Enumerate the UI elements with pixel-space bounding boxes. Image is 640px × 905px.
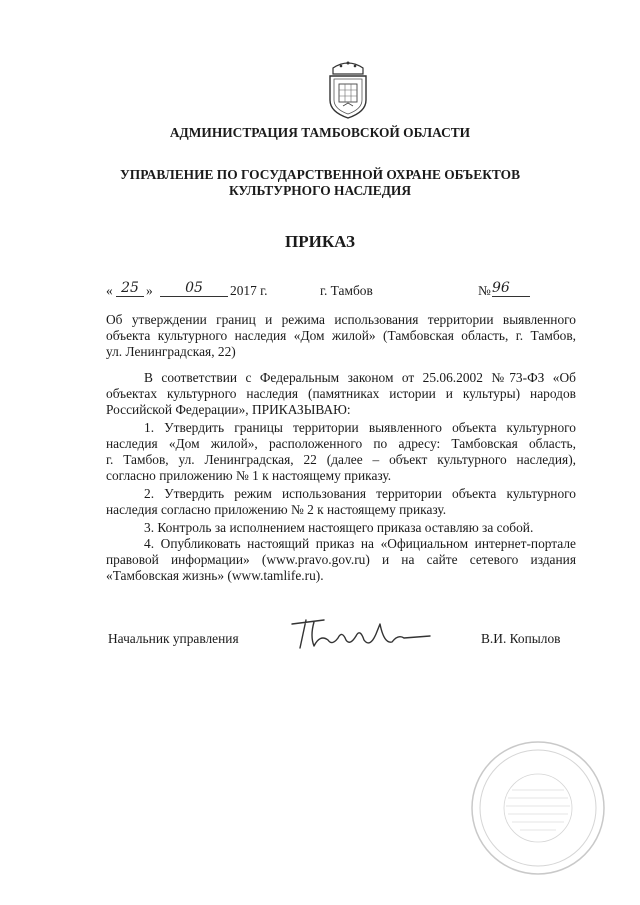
signer-name: В.И. Копылов <box>481 631 561 646</box>
subject-line: объекта культурного наследия «Дом жилой» (Тамбовская область, г. Тамбов, <box>106 328 576 343</box>
document-number: 96 <box>492 280 530 297</box>
text-line: 4. Опубликовать настоящий приказ на «Официальном интернет-портале <box>144 536 576 551</box>
order-item-3 <box>106 520 576 536</box>
text-line: правовой информации» (www.pravo.gov.ru) и на сайте сетевого издания <box>106 552 576 567</box>
document-meta-row <box>106 280 576 303</box>
order-item-1 <box>106 420 576 484</box>
text-line: наследия согласно приложению № 2 к настоящему приказу. <box>106 502 447 517</box>
department-title-line1: УПРАВЛЕНИЕ ПО ГОСУДАРСТВЕННОЙ ОХРАНЕ ОБЪЕКТОВ <box>119 167 521 182</box>
city: г. Тамбов <box>320 283 373 298</box>
document-type-title: ПРИКАЗ <box>285 232 355 251</box>
text-line: наследия «Дом жилой», расположенного по адресу: Тамбовская область, <box>106 436 576 451</box>
date-month: 05 <box>160 280 228 297</box>
order-item-4 <box>106 536 576 584</box>
preamble-paragraph <box>106 370 576 418</box>
date-year: 2017 г. <box>230 283 268 298</box>
date-quote-open: « <box>106 283 113 298</box>
official-seal-stamp <box>468 738 608 878</box>
coat-of-arms-emblem <box>325 60 371 120</box>
subject-block <box>106 312 576 360</box>
subject-line: ул. Ленинградская, 22) <box>106 344 236 359</box>
handwritten-signature <box>284 614 434 654</box>
date-quote-close: » <box>146 283 153 298</box>
text-line: г. Тамбов, ул. Ленинградская, 22 (далее – объект культурного наследия), <box>106 452 576 467</box>
text-line: «Тамбовская жизнь» (www.tamlife.ru). <box>106 568 324 583</box>
text-line: 1. Утвердить границы территории выявленного объекта культурного <box>144 420 576 435</box>
department-title-line2: КУЛЬТУРНОГО НАСЛЕДИЯ <box>228 183 411 198</box>
order-item-2 <box>106 486 576 518</box>
text-line: 3. Контроль за исполнением настоящего приказа оставляю за собой. <box>144 520 534 535</box>
date-day: 25 <box>116 280 144 297</box>
text-line: объектах культурного наследия (памятниках истории и культуры) народов <box>106 386 576 401</box>
subject-line: Об утверждении границ и режима использования территории выявленного <box>106 312 576 327</box>
number-prefix: № <box>478 283 491 298</box>
signer-position: Начальник управления <box>108 631 239 646</box>
text-line: 2. Утвердить режим использования территории объекта культурного <box>144 486 576 501</box>
text-line: согласно приложению № 1 к настоящему приказу. <box>106 468 392 483</box>
administration-title: АДМИНИСТРАЦИЯ ТАМБОВСКОЙ ОБЛАСТИ <box>169 125 471 140</box>
text-line: В соответствии с Федеральным законом от 25.06.2002 №73-ФЗ «Об <box>144 370 576 385</box>
text-line: Российской Федерации», ПРИКАЗЫВАЮ: <box>106 402 351 417</box>
